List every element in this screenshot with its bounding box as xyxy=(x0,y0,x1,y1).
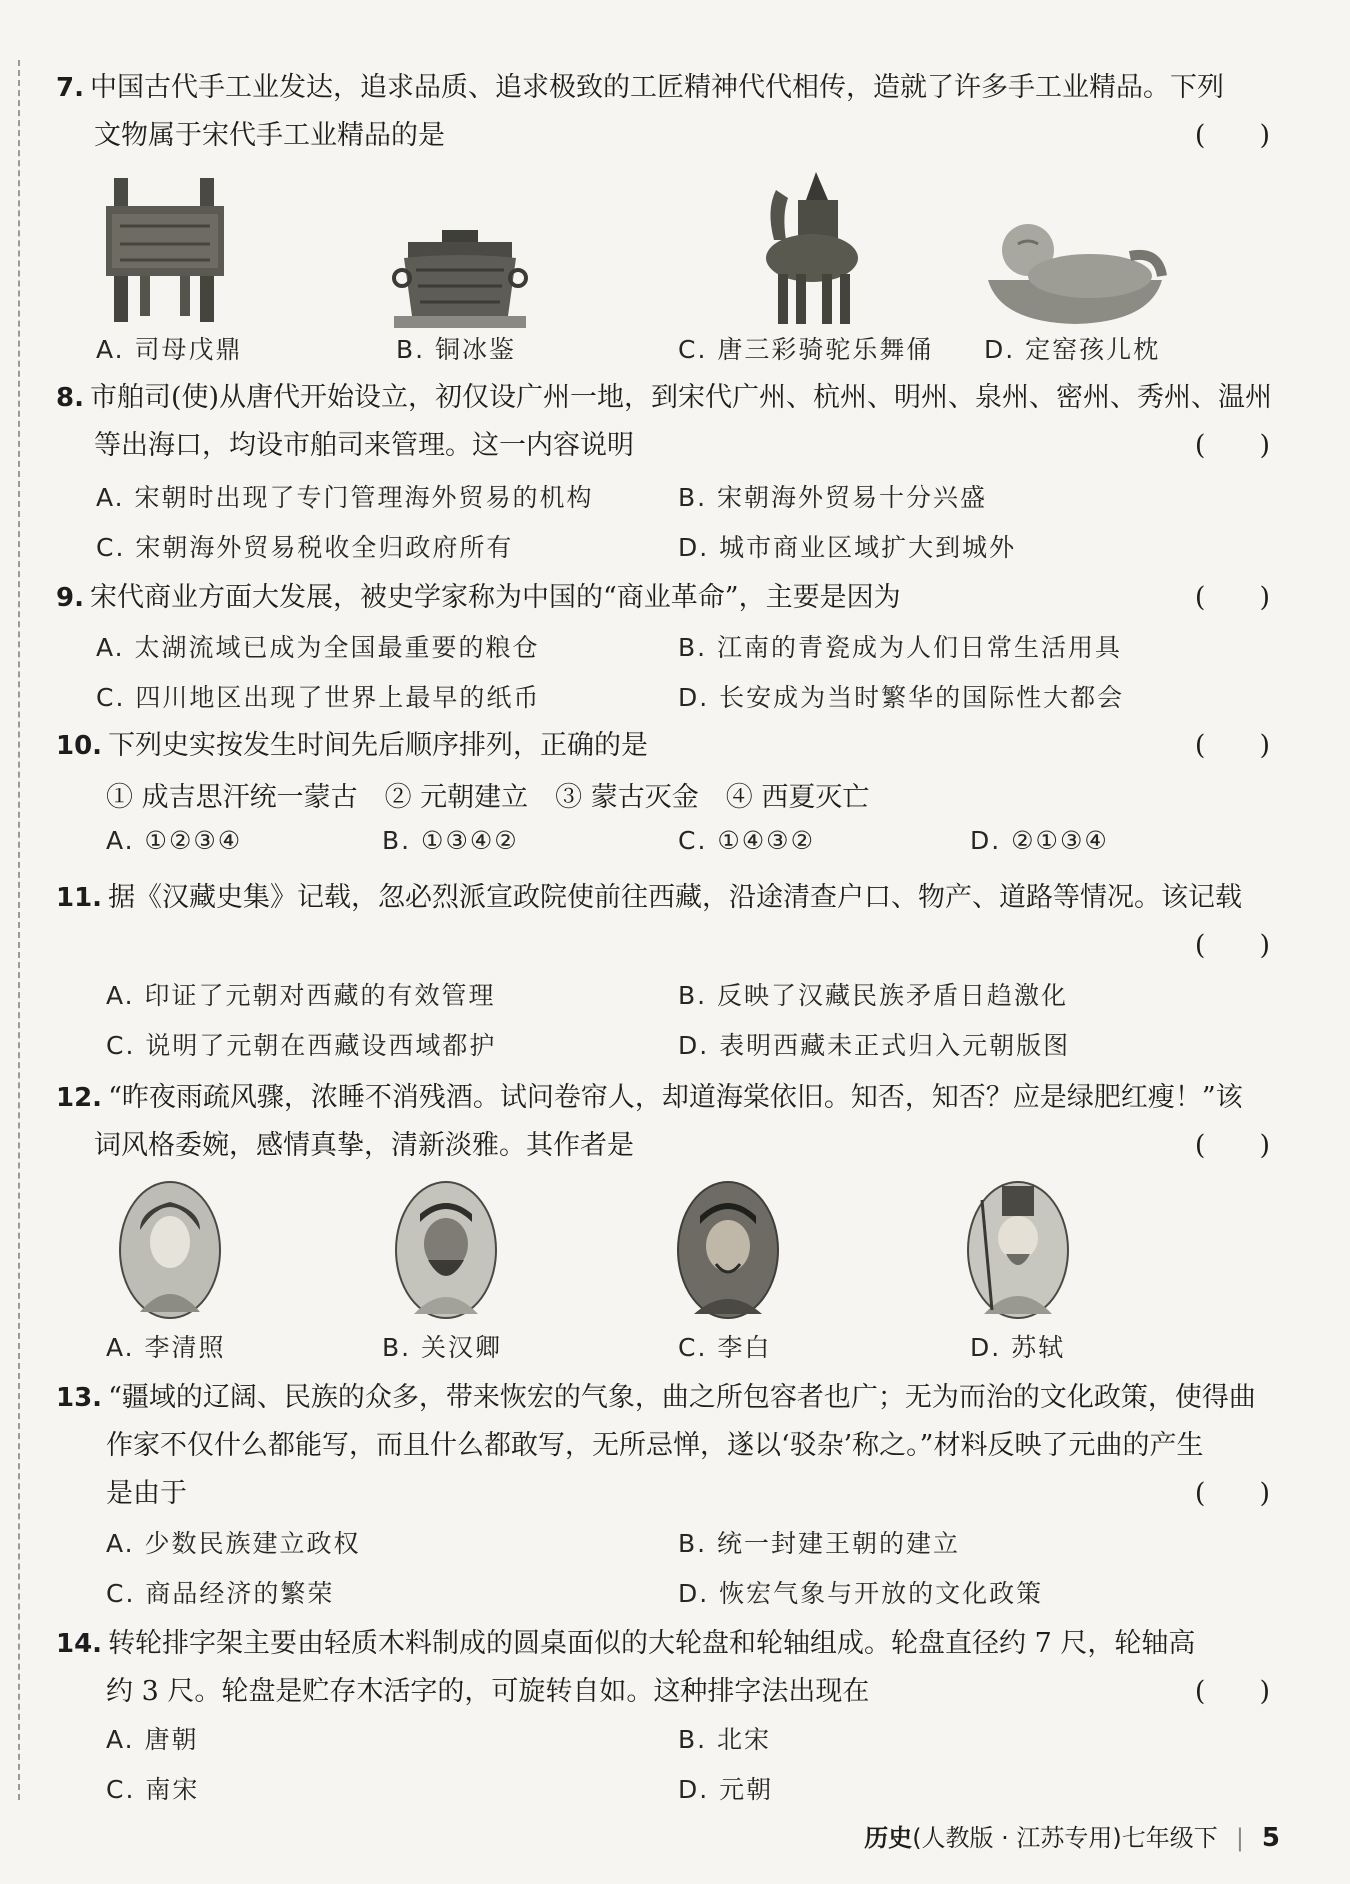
question-number: 9. xyxy=(56,583,84,613)
answer-bracket: ( ) xyxy=(1194,120,1270,151)
page-number: 5 xyxy=(1261,1823,1280,1853)
option-a[interactable]: A. 宋朝时出现了专门管理海外贸易的机构 xyxy=(96,483,594,512)
option-b[interactable]: B. 铜冰鉴 xyxy=(396,335,517,364)
question-text: 据《汉藏史集》记载，忽必烈派宣政院使前往西藏，沿途清查户口、物产、道路等情况。该记载 xyxy=(108,882,1243,913)
su-shi-portrait xyxy=(966,1180,1070,1320)
option-d[interactable]: D. 定窑孩儿枕 xyxy=(984,335,1161,364)
question-text: 词风格委婉，感情真挚，清新淡雅。其作者是 xyxy=(94,1130,634,1161)
option-c[interactable]: C. 南宋 xyxy=(106,1775,200,1804)
question-number: 7. xyxy=(56,73,84,103)
answer-bracket: ( ) xyxy=(1194,430,1270,461)
footer-subject: 历史 xyxy=(864,1824,913,1852)
guan-hanqing-portrait xyxy=(394,1180,498,1320)
question-8 xyxy=(56,374,1273,470)
question-text: 约 3 尺。轮盘是贮存木活字的，可旋转自如。这种排字法出现在 xyxy=(106,1676,870,1707)
question-9 xyxy=(56,574,1270,622)
option-d[interactable]: D. 长安成为当时繁华的国际性大都会 xyxy=(678,683,1125,712)
option-c[interactable]: C. 说明了元朝在西藏设西域都护 xyxy=(106,1031,497,1060)
question-text: “疆域的辽阔、民族的众多，带来恢宏的气象，曲之所包容者也广；无为而治的文化政策，使得曲 xyxy=(108,1382,1256,1413)
question-number: 8. xyxy=(56,383,84,413)
footer-divider: | xyxy=(1235,1824,1244,1852)
option-a[interactable]: A. 司母戊鼎 xyxy=(96,335,243,364)
option-b[interactable]: B. 北宋 xyxy=(678,1725,772,1754)
option-d[interactable]: D. 恢宏气象与开放的文化政策 xyxy=(678,1579,1044,1608)
question-number: 14. xyxy=(56,1629,103,1659)
option-c[interactable]: C. 四川地区出现了世界上最早的纸币 xyxy=(96,683,541,712)
question-text: 是由于 xyxy=(106,1478,187,1509)
answer-bracket: ( ) xyxy=(1194,730,1270,761)
answer-bracket: ( ) xyxy=(1194,582,1270,613)
option-a[interactable]: A. 李清照 xyxy=(106,1333,226,1362)
question-number: 13. xyxy=(56,1383,103,1413)
option-a[interactable]: A. ①②③④ xyxy=(106,826,243,855)
option-d[interactable]: D. 城市商业区域扩大到城外 xyxy=(678,533,1017,562)
simuwu-ding-image xyxy=(100,176,230,326)
question-10 xyxy=(56,722,1270,822)
question-text: 市舶司(使)从唐代开始设立，初仅设广州一地，到宋代广州、杭州、明州、泉州、密州、秀州、温州 xyxy=(89,382,1273,413)
option-a[interactable]: A. 唐朝 xyxy=(106,1725,199,1754)
tang-sancai-camel-image xyxy=(756,170,866,330)
option-a[interactable]: A. 少数民族建立政权 xyxy=(106,1529,361,1558)
question-13 xyxy=(56,1374,1270,1518)
question-14 xyxy=(56,1620,1270,1716)
option-d[interactable]: D. 苏轼 xyxy=(970,1333,1066,1362)
answer-bracket: ( ) xyxy=(1194,1676,1270,1707)
li-bai-portrait xyxy=(676,1180,780,1320)
option-c[interactable]: C. 唐三彩骑驼乐舞俑 xyxy=(678,335,934,364)
question-text: 宋代商业方面大发展，被史学家称为中国的“商业革命”，主要是因为 xyxy=(89,582,901,613)
ding-kiln-child-pillow-image xyxy=(980,210,1170,330)
question-11 xyxy=(56,874,1270,961)
option-b[interactable]: B. 反映了汉藏民族矛盾日趋激化 xyxy=(678,981,1069,1010)
answer-bracket: ( ) xyxy=(1194,930,1270,961)
page-footer xyxy=(864,1818,1280,1853)
option-b[interactable]: B. 关汉卿 xyxy=(382,1333,503,1362)
margin-dashed-rule xyxy=(18,60,20,1800)
option-a[interactable]: A. 太湖流域已成为全国最重要的粮仓 xyxy=(96,633,540,662)
question-7 xyxy=(56,64,1270,160)
question-text: 文物属于宋代手工业精品的是 xyxy=(94,120,445,151)
option-c[interactable]: C. ①④③② xyxy=(678,826,815,855)
question-text: 等出海口，均设市舶司来管理。这一内容说明 xyxy=(94,430,634,461)
answer-bracket: ( ) xyxy=(1194,1130,1270,1161)
option-b[interactable]: B. ①③④② xyxy=(382,826,519,855)
question-text: 下列史实按发生时间先后顺序排列，正确的是 xyxy=(108,730,649,761)
option-c[interactable]: C. 商品经济的繁荣 xyxy=(106,1579,335,1608)
event-list: ① 成吉思汗统一蒙古 ② 元朝建立 ③ 蒙古灭金 ④ 西夏灭亡 xyxy=(106,782,870,813)
question-number: 11. xyxy=(56,883,103,913)
option-c[interactable]: C. 李白 xyxy=(678,1333,772,1362)
option-a[interactable]: A. 印证了元朝对西藏的有效管理 xyxy=(106,981,496,1010)
option-b[interactable]: B. 统一封建王朝的建立 xyxy=(678,1529,961,1558)
question-text: 中国古代手工业发达，追求品质、追求极致的工匠精神代代相传，造就了许多手工业精品。下列 xyxy=(89,72,1224,103)
option-b[interactable]: B. 宋朝海外贸易十分兴盛 xyxy=(678,483,988,512)
option-d[interactable]: D. 表明西藏未正式归入元朝版图 xyxy=(678,1031,1071,1060)
option-c[interactable]: C. 宋朝海外贸易税收全归政府所有 xyxy=(96,533,514,562)
question-text: 转轮排字架主要由轻质木料制成的圆桌面似的大轮盘和轮轴组成。轮盘直径约 7 尺，轮轴高 xyxy=(108,1628,1196,1659)
option-d[interactable]: D. ②①③④ xyxy=(970,826,1109,855)
question-text: 作家不仅什么都能写，而且什么都敢写，无所忌惮，遂以‘驳杂’称之。”材料反映了元曲的产生 xyxy=(106,1430,1204,1461)
footer-edition: (人教版 · 江苏专用)七年级下 xyxy=(912,1824,1218,1852)
li-qingzhao-portrait xyxy=(118,1180,222,1320)
answer-bracket: ( ) xyxy=(1194,1478,1270,1509)
option-d[interactable]: D. 元朝 xyxy=(678,1775,774,1804)
question-number: 12. xyxy=(56,1083,103,1113)
question-12 xyxy=(56,1074,1270,1170)
option-b[interactable]: B. 江南的青瓷成为人们日常生活用具 xyxy=(678,633,1123,662)
bronze-ice-jian-image xyxy=(390,226,530,330)
question-number: 10. xyxy=(56,731,103,761)
question-text: “昨夜雨疏风骤，浓睡不消残酒。试问卷帘人，却道海棠依旧。知否，知否？应是绿肥红瘦！”该 xyxy=(108,1082,1243,1113)
